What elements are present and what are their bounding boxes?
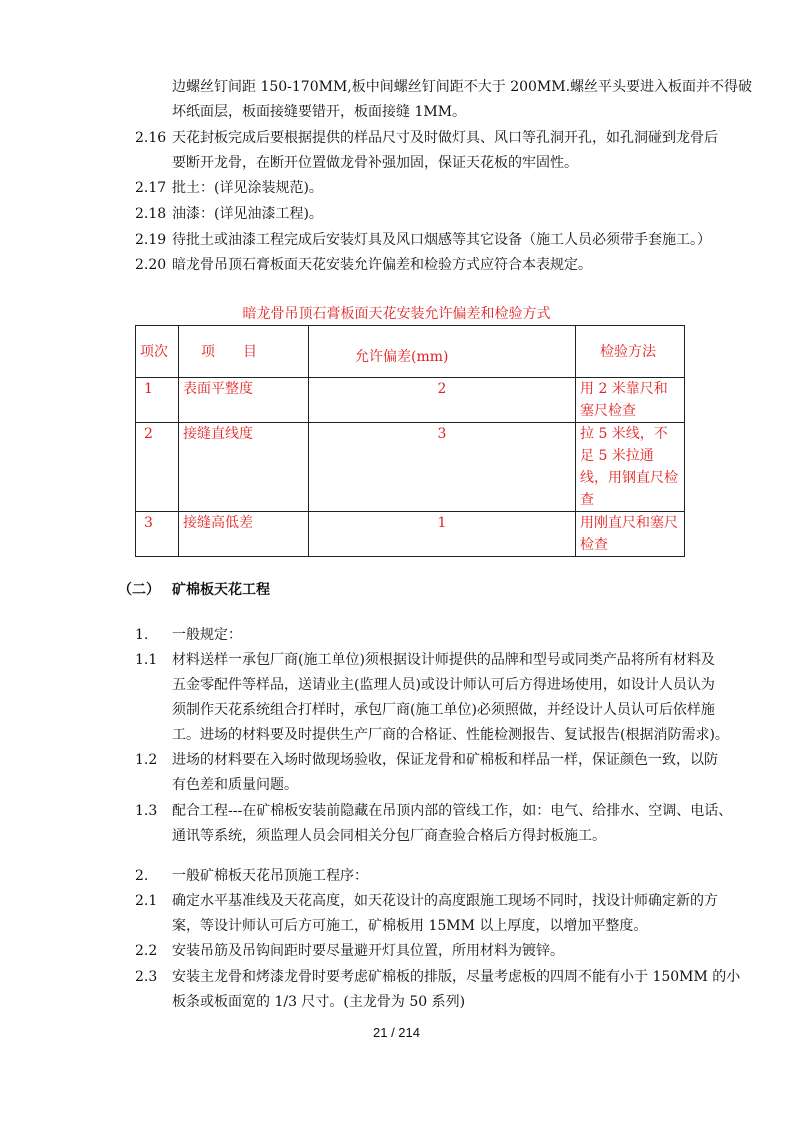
item-number: 2.19 <box>135 232 167 248</box>
item-text: 暗龙骨吊顶石膏板面天花安装允许偏差和检验方式应符合本表规定。 <box>172 257 592 273</box>
item-text: 有色差和质量问题。 <box>172 777 298 793</box>
item-text: 案，等设计师认可后方可施工，矿棉板用 15MM 以上厚度，以增加平整度。 <box>172 918 648 934</box>
item-number: 2.18 <box>135 206 167 222</box>
item-number: 2.2 <box>135 943 158 959</box>
table-cell: 接缝直线度 <box>179 423 309 512</box>
item-number: 2.16 <box>135 130 167 146</box>
table-caption: 暗龙骨吊顶石膏板面天花安装允许偏差和检验方式 <box>242 306 551 322</box>
table-header-row <box>136 326 685 378</box>
header-cell: 检验方法 <box>576 326 685 378</box>
item-text: 进场的材料要在入场时做现场验收，保证龙骨和矿棉板和样品一样，保证颜色一致，以防 <box>172 752 718 768</box>
item-text: 一般矿棉板天花吊顶施工程序： <box>172 868 368 884</box>
table-cell: 拉 5 米线，不足 5 米拉通线，用钢直尺检查 <box>576 423 685 512</box>
item-number: 2.17 <box>135 180 167 196</box>
item-text: 材料送样一承包厂商(施工单位)须根据设计师提供的品牌和型号或同类产品将所有材料及 <box>172 652 715 668</box>
table-cell: 表面平整度 <box>179 378 309 423</box>
table-row <box>136 423 685 512</box>
table-cell: 3 <box>309 423 576 512</box>
header-cell: 项次 <box>136 326 179 378</box>
intro-line-2: 坏纸面层，板面接缝要错开，板面接缝 1MM。 <box>172 104 467 120</box>
item-text: 安装吊筋及吊钩间距时要尽量避开灯具位置，所用材料为镀锌。 <box>172 943 564 959</box>
table-cell: 用刚直尺和塞尺检查 <box>576 512 685 557</box>
item-text: 天花封板完成后要根据提供的样品尺寸及时做灯具、风口等孔洞开孔，如孔洞碰到龙骨后 <box>172 130 718 146</box>
item-text: 一般规定： <box>172 627 242 643</box>
item-number: 2.1 <box>135 893 158 909</box>
intro-line-1: 边螺丝钉间距 150-170MM,板中间螺丝钉间距不大于 200MM.螺丝平头要进入板面并不得破 <box>172 79 753 95</box>
header-cell: 项 目 <box>179 326 309 378</box>
header-cell: 允许偏差(mm) <box>309 326 576 378</box>
item-number: 1.3 <box>135 803 158 819</box>
item-text: 通讯等系统，须监理人员会同相关分包厂商查验合格后方得封板施工。 <box>172 828 606 844</box>
section-marker: （二） <box>118 582 160 598</box>
item-number: 2.3 <box>135 969 158 985</box>
item-text: 批土：(详见涂装规范)。 <box>172 180 323 196</box>
table-row <box>136 512 685 557</box>
item-text: 确定水平基准线及天花高度，如天花设计的高度跟施工现场不同时，找设计师确定新的方 <box>172 893 718 909</box>
table-cell: 3 <box>136 512 179 557</box>
table-cell: 2 <box>136 423 179 512</box>
table-cell: 2 <box>309 378 576 423</box>
tolerance-table <box>135 325 685 557</box>
table-cell: 1 <box>309 512 576 557</box>
item-number: 2.20 <box>135 257 167 273</box>
page-number: 21 / 214 <box>373 1025 420 1040</box>
item-number: 1. <box>135 627 149 643</box>
item-text: 待批土或油漆工程完成后安装灯具及风口烟感等其它设备（施工人员必须带手套施工。） <box>172 232 711 248</box>
table-cell: 接缝高低差 <box>179 512 309 557</box>
section-title: 矿棉板天花工程 <box>172 582 270 598</box>
item-text: 配合工程---在矿棉板安装前隐藏在吊顶内部的管线工作，如：电气、给排水、空调、电话、 <box>172 803 733 819</box>
item-text: 要断开龙骨，在断开位置做龙骨补强加固，保证天花板的牢固性。 <box>172 155 578 171</box>
item-number: 1.2 <box>135 752 158 768</box>
item-text: 须制作天花系统组合打样时，承包厂商(施工单位)必须照做，并经设计人员认可后依样施 <box>172 702 715 718</box>
item-text: 五金零配件等样品，送请业主(监理人员)或设计师认可后方得进场使用，如设计人员认为 <box>172 677 715 693</box>
table-cell: 用 2 米靠尺和塞尺检查 <box>576 378 685 423</box>
item-text: 板条或板面宽的 1/3 尺寸。(主龙骨为 50 系列) <box>172 994 466 1010</box>
item-text: 油漆：(详见油漆工程)。 <box>172 206 323 222</box>
table-row <box>136 378 685 423</box>
item-text: 工。进场的材料要及时提供生产厂商的合格证、性能检测报告、复试报告(根据消防需求)。 <box>172 727 729 743</box>
item-text: 安装主龙骨和烤漆龙骨时要考虑矿棉板的排版，尽量考虑板的四周不能有小于 150MM 的小 <box>172 969 741 985</box>
item-number: 2. <box>135 868 149 884</box>
table-cell: 1 <box>136 378 179 423</box>
item-number: 1.1 <box>135 652 158 668</box>
